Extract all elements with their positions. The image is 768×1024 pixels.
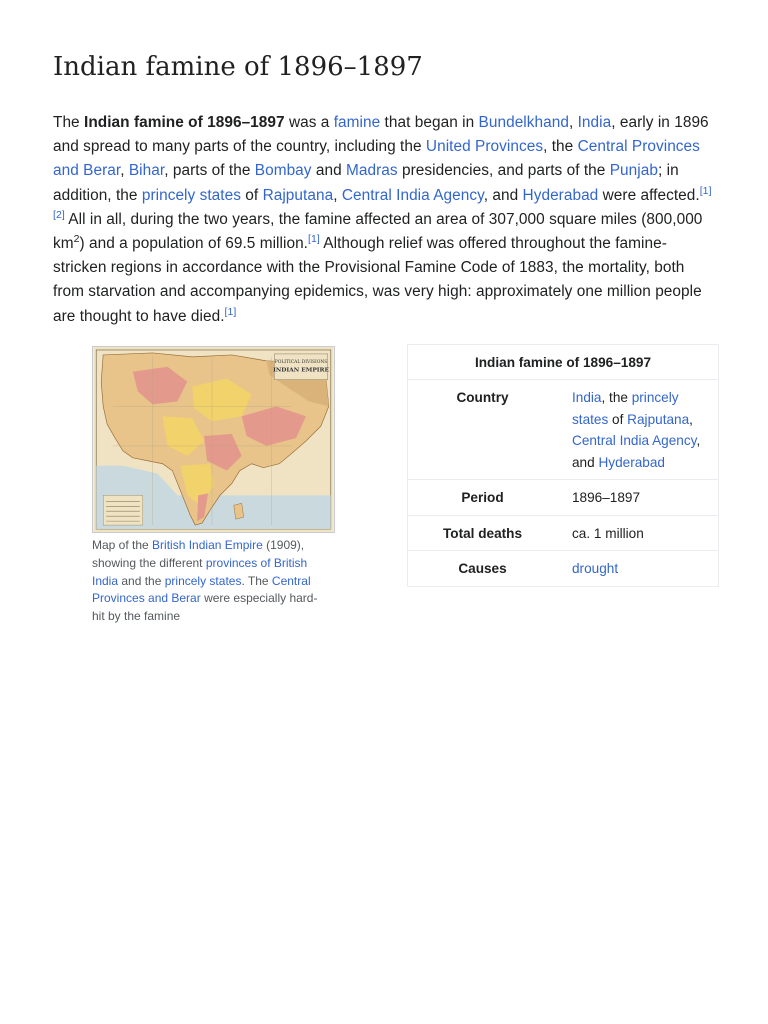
text: ,	[689, 411, 693, 427]
text: Although relief was offered throughout the famine-stricken regions in accordance with the Provisional Famine Code of 1883, the mortality, both from starvation and accompanying epidemics, was very high: approximately one million people are thought to have died.	[53, 235, 702, 325]
superscript-squared: 2	[73, 232, 80, 245]
link-provinces-of-british-india[interactable]: provinces of British India	[92, 555, 308, 588]
link-india[interactable]: India	[577, 114, 612, 131]
reference-superscript	[308, 233, 320, 245]
link-rajputana[interactable]: Rajputana	[627, 411, 690, 427]
infobox-label: Total deaths	[442, 525, 523, 541]
map-caption	[92, 537, 328, 626]
infobox-value: 1896–1897	[572, 490, 641, 505]
link-rajputana[interactable]: Rajputana	[262, 186, 334, 204]
link-drought[interactable]: drought	[572, 561, 619, 576]
link-bihar[interactable]: Bihar	[128, 162, 165, 180]
text: ) and a population of 69.5 million.	[79, 235, 308, 253]
text: All in all, during the two years, the famine affected an area of 307,000 square miles (800,000 km	[53, 210, 703, 253]
text: , parts of the	[164, 162, 255, 180]
text: ,	[568, 114, 578, 131]
infobox-value	[563, 551, 718, 586]
link-central-india-agency[interactable]: Central India Agency	[572, 433, 697, 448]
text: was a	[284, 114, 334, 131]
caption-text: Map of the	[92, 538, 153, 552]
link-bombay[interactable]: Bombay	[254, 162, 312, 180]
link-famine[interactable]: famine	[333, 114, 381, 131]
reference-link[interactable]: [1]	[308, 232, 320, 245]
lead-paragraph	[53, 111, 717, 329]
text: The	[53, 114, 84, 131]
link-hyderabad[interactable]: Hyderabad	[522, 186, 599, 204]
link-central-provinces-and-berar[interactable]: Central Provinces and Berar	[92, 573, 311, 606]
reference-link[interactable]: [1]	[699, 184, 712, 197]
map-title-line-2: INDIAN EMPIRE	[273, 366, 329, 374]
caption-text: and the	[118, 573, 165, 588]
link-princely-states[interactable]: princely states	[164, 573, 242, 588]
text: and	[311, 162, 347, 180]
caption-text: (1909), showing the different	[92, 538, 305, 570]
infobox-title: Indian famine of 1896–1897	[408, 345, 718, 380]
text: ,	[333, 186, 342, 204]
link-india[interactable]: India	[572, 390, 602, 405]
text: were affected.	[598, 186, 700, 204]
text: ,	[120, 162, 129, 180]
reference-superscript	[225, 306, 237, 318]
text: ; in addition, the	[53, 162, 679, 204]
link-princely-states[interactable]: princely states	[141, 186, 241, 204]
text: , and	[572, 433, 701, 470]
link-british-indian-empire[interactable]: British Indian Empire	[152, 538, 263, 552]
link-central-provinces-and-berar[interactable]: Central Provinces and Berar	[53, 138, 700, 180]
page-title: Indian famine of 1896–1897	[53, 52, 423, 82]
infobox-label: Causes	[458, 561, 507, 576]
text: , early in 1896 and spread to many parts of the country, including the	[53, 114, 709, 156]
link-princely-states[interactable]: princely states	[572, 390, 679, 427]
link-madras[interactable]: Madras	[346, 162, 398, 180]
text: presidencies, and parts of the	[397, 162, 610, 180]
map-image[interactable]	[92, 346, 335, 533]
article-subject: Indian famine of 1896–1897	[84, 114, 285, 131]
infobox-row-period	[408, 479, 718, 515]
caption-text: were especially hard-hit by the famine	[92, 591, 318, 624]
text: , and	[483, 186, 523, 204]
link-hyderabad[interactable]: Hyderabad	[598, 454, 665, 470]
infobox-value: ca. 1 million	[572, 525, 644, 541]
infobox-label: Country	[456, 390, 509, 405]
map-title-line-1: POLITICAL DIVISIONS	[274, 359, 328, 365]
infobox-row-causes	[408, 550, 718, 586]
link-central-india-agency[interactable]: Central India Agency	[341, 186, 484, 204]
text: of	[608, 411, 628, 427]
text: , the	[543, 138, 578, 156]
map-figure	[92, 346, 332, 626]
infobox-row-country	[408, 380, 718, 479]
reference-link[interactable]: [2]	[53, 208, 65, 221]
infobox-row-total-deaths	[408, 515, 718, 551]
infobox-value	[563, 380, 718, 479]
text: , the	[601, 390, 632, 405]
link-bundelkhand[interactable]: Bundelkhand	[478, 114, 569, 131]
text: of	[240, 186, 263, 204]
text: that began in	[380, 114, 479, 131]
link-punjab[interactable]: Punjab	[609, 162, 658, 180]
link-united-provinces[interactable]: United Provinces	[425, 138, 544, 156]
reference-link[interactable]: [1]	[224, 305, 237, 318]
caption-text: . The	[241, 573, 272, 588]
infobox	[407, 344, 719, 587]
infobox-label: Period	[461, 490, 504, 505]
